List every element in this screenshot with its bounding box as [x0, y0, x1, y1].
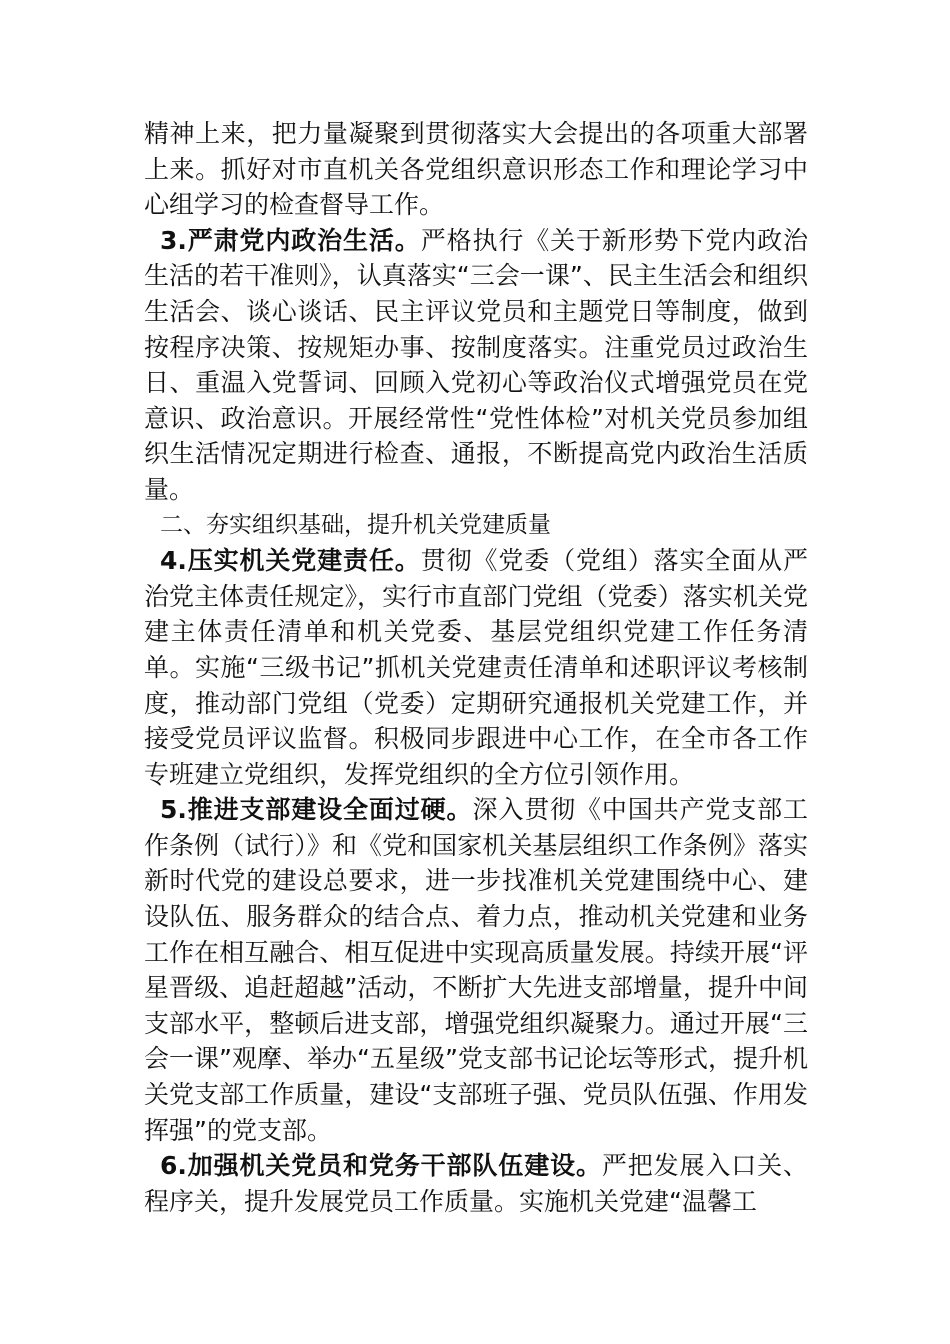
item-3-body: 严格执行《关于新形势下党内政治生活的若干准则》，认真落实“三会一课”、民主生活会和组织生活会、谈心谈话、民主评议党员和主题党日等制度，做到按程序决策、按规矩办事、按制度落实。注重党员过政治生日、重温入党誓词、回顾入党初心等政治仪式增强党员在党意识、政治意识。开展经常性“党性体检”对机关党员参加组织生活情况定期进行检查、通报，不断提高党内政治生活质量。	[144, 225, 808, 504]
item-3-paragraph	[144, 223, 808, 508]
item-3-title: 3.严肃党内政治生活。	[160, 225, 421, 255]
item-6-title: 6.加强机关党员和党务干部队伍建设。	[160, 1151, 602, 1181]
intro-paragraph: 精神上来，把力量凝聚到贯彻落实大会提出的各项重大部署上来。抓好对市直机关各党组织意识形态工作和理论学习中心组学习的检查督导工作。	[144, 119, 808, 220]
item-4-paragraph	[144, 543, 808, 792]
item-4-body: 贯彻《党委（党组）落实全面从严治党主体责任规定》，实行市直部门党组（党委）落实机关党建主体责任清单和机关党委、基层党组织党建工作任务清单。实施“三级书记”抓机关党建责任清单和述职评议考核制度，推动部门党组（党委）定期研究通报机关党建工作，并接受党员评议监督。积极同步跟进中心工作，在全市各工作专班建立党组织，发挥党组织的全方位引领作用。	[144, 546, 808, 789]
section-2-heading: 二、夯实组织基础，提升机关党建质量	[160, 511, 551, 538]
item-5-body: 深入贯彻《中国共产党支部工作条例（试行）》和《党和国家机关基层组织工作条例》落实新时代党的建设总要求，进一步找准机关党建围绕中心、建设队伍、服务群众的结合点、着力点，推动机关党建和业务工作在相互融合、相互促进中实现高质量发展。持续开展“评星晋级、追赶超越”活动，不断扩大先进支部增量，提升中间支部水平，整顿后进支部，增强党组织凝聚力。通过开展“三会一课”观摩、举办“五星级”党支部书记论坛等形式，提升机关党支部工作质量，建设“支部班子强、党员队伍强、作用发挥强”的党支部。	[144, 795, 808, 1145]
item-5-paragraph	[144, 792, 808, 1148]
item-6-body: 严把发展入口关、程序关，提升发展党员工作质量。实施机关党建“温馨工	[144, 1151, 808, 1216]
item-4-title: 4.压实机关党建责任。	[160, 546, 421, 576]
item-6-paragraph	[144, 1148, 808, 1219]
document-page	[144, 116, 808, 1219]
item-5-title: 5.推进支部建设全面过硬。	[160, 795, 473, 825]
